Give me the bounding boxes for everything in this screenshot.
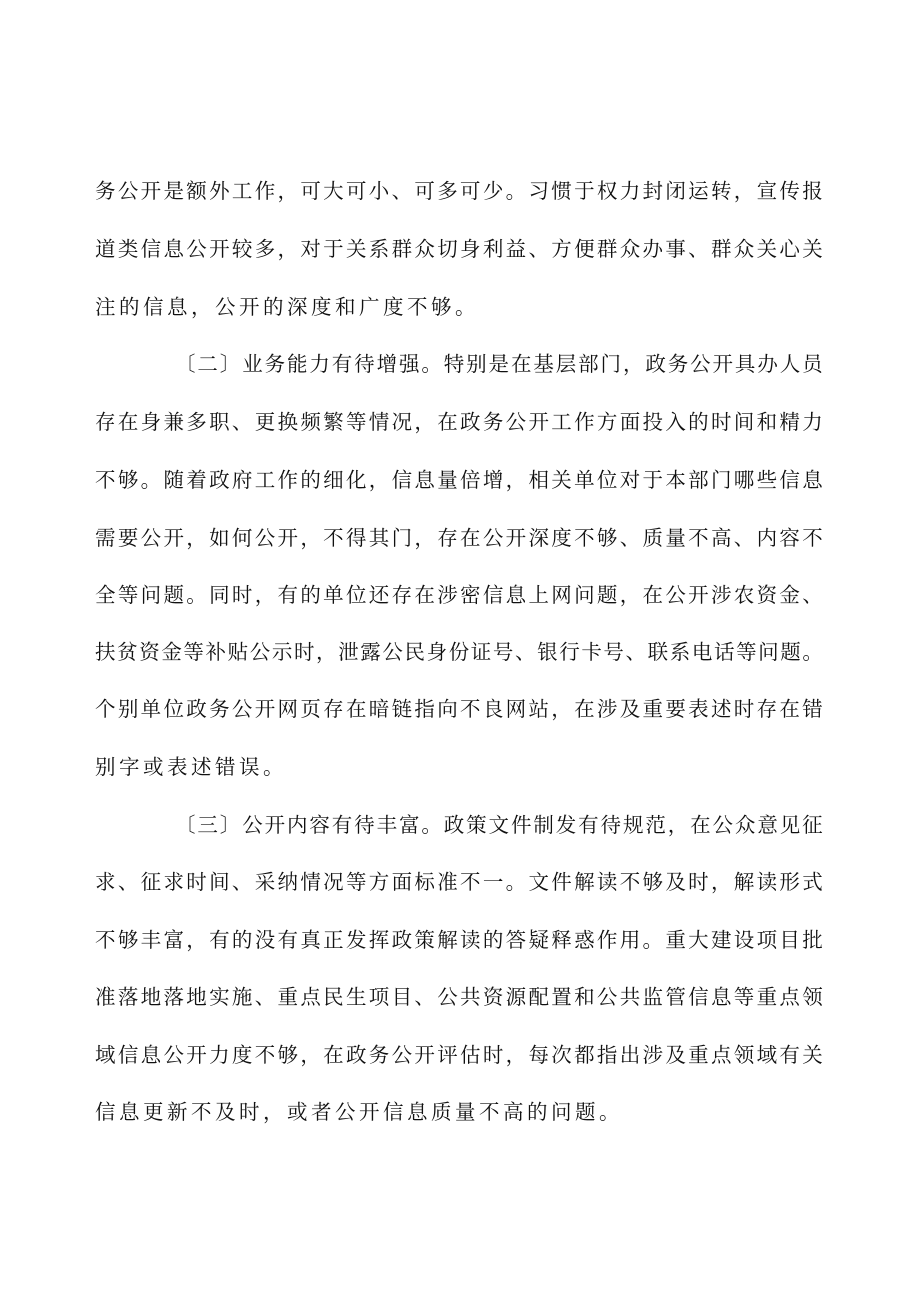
paragraph-1-line-2: 道类信息公开较多，对于关系群众切身利益、方便群众办事、群众关心关 (95, 237, 826, 261)
paragraph-3-line-1: 〔三〕公开内容有待丰富。政策文件制发有待规范，在公众意见征 (175, 813, 825, 837)
paragraph-1-line-3: 注的信息，公开的深度和广度不够。 (95, 295, 479, 319)
paragraph-3-line-5: 域信息公开力度不够，在政务公开评估时，每次都指出涉及重点领域有关 (95, 1043, 826, 1067)
paragraph-2-line-4: 需要公开，如何公开，不得其门，存在公开深度不够、质量不高、内容不 (95, 526, 826, 550)
paragraph-3-line-6: 信息更新不及时，或者公开信息质量不高的问题。 (95, 1100, 623, 1124)
paragraph-2-line-7: 个别单位政务公开网页存在暗链指向不良网站，在涉及重要表述时存在错 (95, 697, 826, 721)
paragraph-2-line-5: 全等问题。同时，有的单位还存在涉密信息上网问题，在公开涉农资金、 (95, 583, 826, 607)
paragraph-2-line-8: 别字或表述错误。 (95, 755, 287, 779)
paragraph-2-line-3: 不够。随着政府工作的细化，信息量倍增，相关单位对于本部门哪些信息 (95, 468, 826, 492)
paragraph-3-line-4: 准落地落地实施、重点民生项目、公共资源配置和公共监管信息等重点领 (95, 985, 826, 1009)
paragraph-2-line-1: 〔二〕业务能力有待增强。特别是在基层部门，政务公开具办人员 (175, 352, 825, 376)
paragraph-3-line-2: 求、征求时间、采纳情况等方面标准不一。文件解读不够及时，解读形式 (95, 870, 826, 894)
paragraph-2-line-2: 存在身兼多职、更换频繁等情况，在政务公开工作方面投入的时间和精力 (95, 410, 826, 434)
paragraph-1-line-1: 务公开是额外工作，可大可小、可多可少。习惯于权力封闭运转，宣传报 (95, 179, 826, 203)
paragraph-3-line-3: 不够丰富，有的没有真正发挥政策解读的答疑释惑作用。重大建设项目批 (95, 928, 826, 952)
paragraph-2-line-6: 扶贫资金等补贴公示时，泄露公民身份证号、银行卡号、联系电话等问题。 (95, 640, 825, 664)
